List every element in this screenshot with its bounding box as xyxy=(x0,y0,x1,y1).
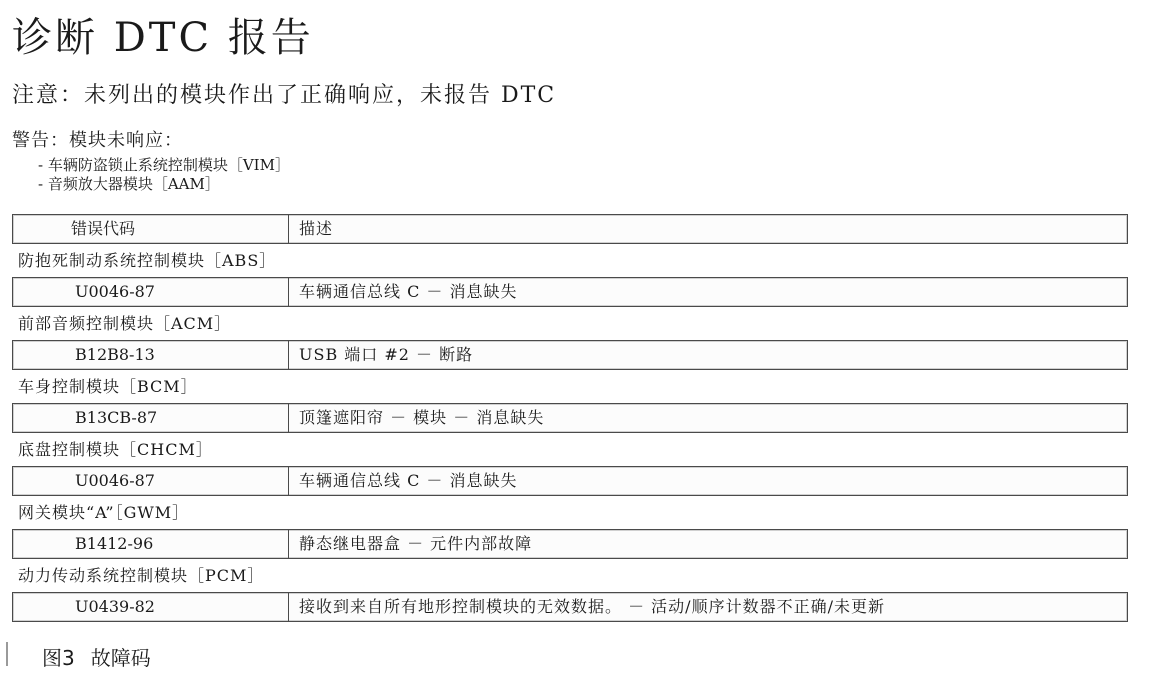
module-title: 动力传动系统控制模块［PCM］ xyxy=(18,566,265,585)
dtc-description: USB 端口 #2 － 断路 xyxy=(299,345,474,364)
header-desc: 描述 xyxy=(299,219,334,238)
figure-caption xyxy=(42,642,167,671)
warning-list xyxy=(38,156,290,194)
dtc-table xyxy=(12,214,1128,622)
dtc-description: 车辆通信总线 C － 消息缺失 xyxy=(299,471,518,490)
dtc-description: 顶篷遮阳帘 － 模块 － 消息缺失 xyxy=(299,408,545,427)
dtc-code: U0046-87 xyxy=(13,278,289,306)
dtc-code: U0439-82 xyxy=(13,593,289,621)
table-row xyxy=(12,403,1128,433)
warning-title: 警告：模块未响应： xyxy=(12,130,183,151)
module-title: 底盘控制模块［CHCM］ xyxy=(18,440,213,459)
dtc-code: B13CB-87 xyxy=(13,404,289,432)
module-title: 车身控制模块［BCM］ xyxy=(18,377,198,396)
dtc-code: B12B8-13 xyxy=(13,341,289,369)
dtc-code: B1412-96 xyxy=(13,530,289,558)
table-row xyxy=(12,340,1128,370)
table-row xyxy=(12,529,1128,559)
table-row xyxy=(12,466,1128,496)
figure-caption-text: 故障码 xyxy=(90,646,151,670)
figure-number: 图3 xyxy=(42,646,75,670)
module-title: 防抱死制动系统控制模块［ABS］ xyxy=(18,251,277,270)
dtc-description: 静态继电器盒 － 元件内部故障 xyxy=(299,534,533,553)
table-row xyxy=(12,592,1128,622)
warning-item: - 音频放大器模块［AAM］ xyxy=(38,175,290,194)
table-row xyxy=(12,277,1128,307)
table-header-row xyxy=(12,214,1128,244)
warning-item: - 车辆防盗锁止系统控制模块［VIM］ xyxy=(38,156,290,175)
dtc-description: 接收到来自所有地形控制模块的无效数据。 － 活动/顺序计数器不正确/未更新 xyxy=(299,597,885,616)
module-title: 网关模块“A”［GWM］ xyxy=(18,503,190,522)
module-title: 前部音频控制模块［ACM］ xyxy=(18,314,232,333)
edge-mark xyxy=(6,642,8,666)
dtc-description: 车辆通信总线 C － 消息缺失 xyxy=(299,282,518,301)
header-code: 错误代码 xyxy=(13,215,289,243)
dtc-code: U0046-87 xyxy=(13,467,289,495)
report-title: 诊断 DTC 报告 xyxy=(12,15,314,61)
note-text: 注意：未列出的模块作出了正确响应，未报告 DTC xyxy=(12,83,557,108)
